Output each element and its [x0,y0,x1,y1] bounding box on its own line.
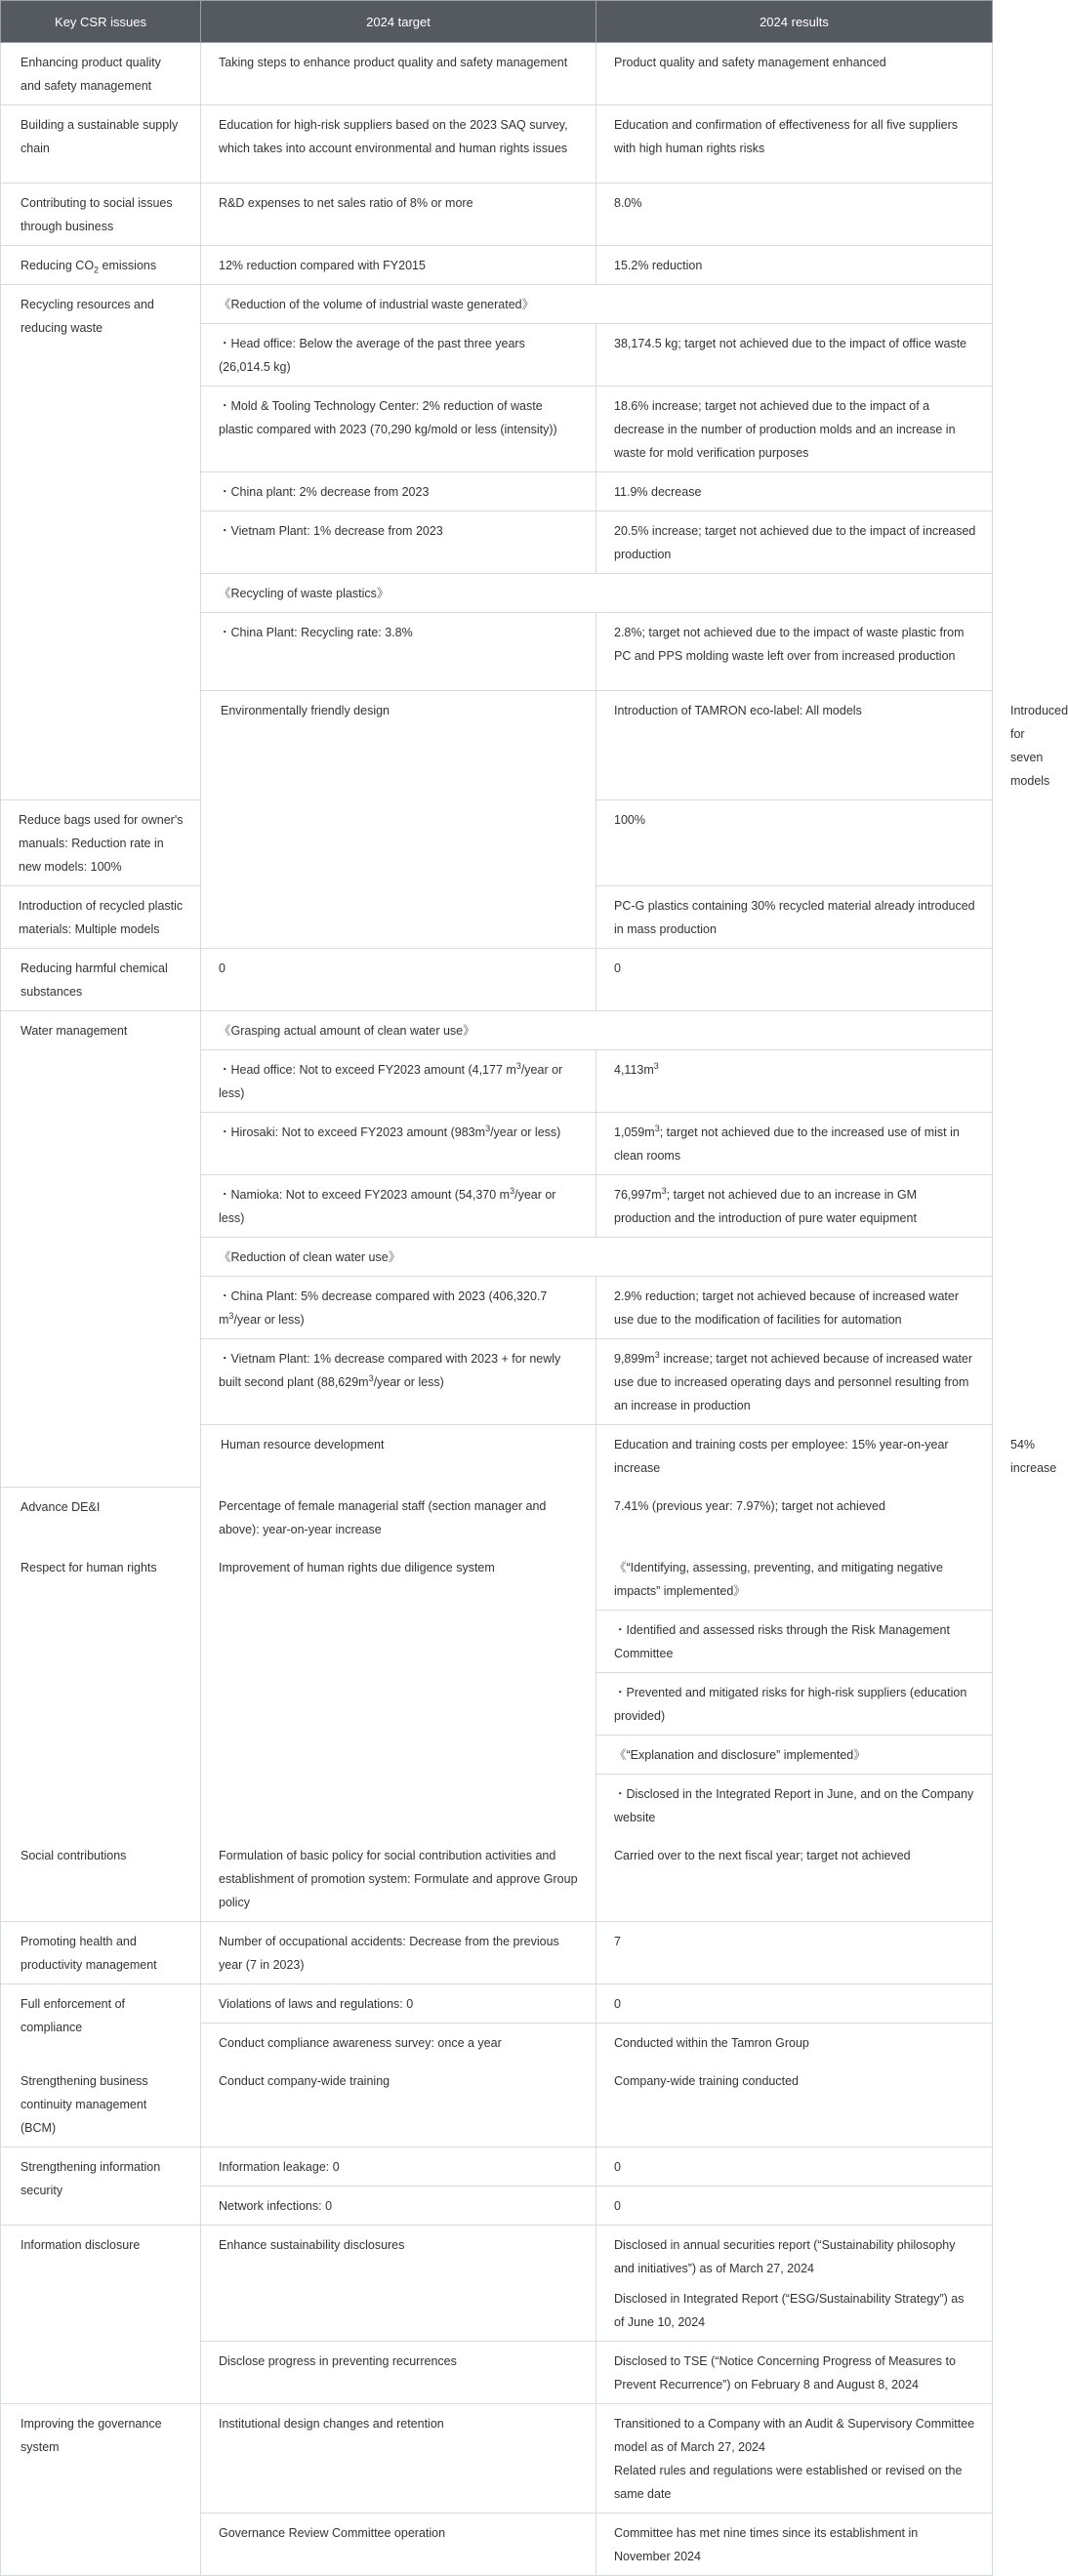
text: ・Namioka: Not to exceed FY2023 amount (54,370 m [219,1188,511,1202]
result-cell: 《“Explanation and disclosure” implemented》 [596,1736,993,1775]
text: /year or less) [233,1313,305,1327]
text: ・China Plant: 5% decrease compared with 2023 (406,320.7 m [219,1289,548,1327]
table-row [1,1011,993,1050]
target-cell [201,1175,596,1238]
result-cell: 2.8%; target not achieved due to the impact of waste plastic from PC and PPS molding waste left over from increased production [596,613,993,691]
target-cell: Improvement of human rights due diligence system [201,1548,596,1836]
target-cell: Network infections: 0 [201,2187,596,2226]
issue-cell: Social contributions [1,1836,201,1922]
result-paragraph: Related rules and regulations were established or revised on the same date [614,2464,963,2501]
result-cell [596,1175,993,1238]
text: ・Head office: Not to exceed FY2023 amount (4,177 m [219,1063,516,1077]
table-row [1,1984,993,2024]
superscript: 3 [485,1123,491,1133]
section-heading: 《Recycling of waste plastics》 [201,574,993,613]
result-cell: 7 [596,1922,993,1984]
text: ; target not achieved due to the increased use of mist in clean rooms [614,1125,960,1163]
result-cell: 100% [596,800,993,886]
text: 76,997m [614,1188,662,1202]
issue-cell: Reducing harmful chemical substances [1,949,201,1011]
target-cell: Enhance sustainability disclosures [201,2226,596,2342]
issue-cell: Promoting health and productivity management [1,1922,201,1984]
result-cell: PC-G plastics containing 30% recycled material already introduced in mass production [596,886,993,949]
superscript: 3 [228,1310,234,1321]
result-cell [596,1113,993,1175]
target-cell: Education and training costs per employee: 15% year-on-year increase [596,1425,993,1488]
result-cell: Product quality and safety management enhanced [596,43,993,105]
result-paragraph: Transitioned to a Company with an Audit & Supervisory Committee model as of March 27, 2024 [614,2417,975,2454]
target-cell: Education for high-risk suppliers based on the 2023 SAQ survey, which takes into account environmental and human rights issues [201,105,596,184]
superscript: 3 [368,1372,374,1383]
result-paragraph: Disclosed in annual securities report (“Sustainability philosophy and initiatives”) as of March 27, 2024 [614,2238,956,2275]
result-cell: 0 [596,2147,993,2187]
issue-cell: Advance DE&I [1,1487,201,1548]
table-row [1,285,993,324]
target-cell: R&D expenses to net sales ratio of 8% or more [201,184,596,246]
issue-text: emissions [99,259,157,272]
table-row: Human resource development Education and training costs per employee: 15% year-on-year increase 54% increase [1,1425,993,1488]
result-cell: Company-wide training conducted [596,2062,993,2147]
result-cell: 0 [596,949,993,1011]
issue-cell [1,246,201,285]
target-cell: ・Head office: Below the average of the past three years (26,014.5 kg) [201,324,596,387]
superscript: 3 [654,1123,660,1133]
target-cell: Taking steps to enhance product quality and safety management [201,43,596,105]
table-row [1,2062,993,2147]
table-row [1,1922,993,1984]
result-cell: 20.5% increase; target not achieved due to the impact of increased production [596,511,993,574]
target-cell: 12% reduction compared with FY2015 [201,246,596,285]
superscript: 3 [654,1349,660,1360]
target-cell: Number of occupational accidents: Decrease from the previous year (7 in 2023) [201,1922,596,1984]
table-row [1,184,993,246]
target-cell: 0 [201,949,596,1011]
target-cell [201,1113,596,1175]
result-cell [596,1339,993,1425]
target-cell: Percentage of female managerial staff (section manager and above): year-on-year increase [201,1487,596,1548]
target-cell: Introduction of TAMRON eco-label: All models [596,691,993,800]
table-row [1,43,993,105]
target-cell: Violations of laws and regulations: 0 [201,1984,596,2024]
text: ・Vietnam Plant: 1% decrease compared with 2023 + for newly built second plant (88,629m [219,1352,561,1389]
result-cell: Conducted within the Tamron Group [596,2024,993,2063]
target-cell: ・Vietnam Plant: 1% decrease from 2023 [201,511,596,574]
issue-cell: Building a sustainable supply chain [1,105,201,184]
result-cell [596,2404,993,2514]
issue-cell: Strengthening business continuity management (BCM) [1,2062,201,2147]
section-heading: 《Reduction of the volume of industrial waste generated》 [201,285,993,324]
table-row [1,2147,993,2187]
text: 9,899m [614,1352,655,1366]
superscript: 3 [510,1185,515,1196]
table-row [1,246,993,285]
target-cell: Institutional design changes and retention [201,2404,596,2514]
result-cell: Carried over to the next fiscal year; target not achieved [596,1836,993,1922]
superscript: 3 [661,1185,667,1196]
result-cell: 《“Identifying, assessing, preventing, and mitigating negative impacts” implemented》 [596,1548,993,1611]
text: ; target not achieved due to an increase in GM production and the introduction of pure water equipment [614,1188,918,1225]
text: 1,059m [614,1125,655,1139]
table-row: Environmentally friendly design Introduction of TAMRON eco-label: All models Introduced for seven models [1,691,993,800]
result-cell [596,2226,993,2342]
target-cell [201,1339,596,1425]
section-heading: 《Reduction of clean water use》 [201,1238,993,1277]
issue-cell: Respect for human rights [1,1548,201,1836]
result-cell: 8.0% [596,184,993,246]
issue-cell: Recycling resources and reducing waste [1,285,201,800]
result-cell: 0 [596,2187,993,2226]
result-cell: 0 [596,1984,993,2024]
target-cell: Disclose progress in preventing recurrences [201,2342,596,2404]
superscript: 3 [515,1060,521,1071]
result-cell: 18.6% increase; target not achieved due to the impact of a decrease in the number of production molds and an increase in waste for mold verification purposes [596,387,993,472]
header-2024-results: 2024 results [596,1,993,43]
issue-cell: Information disclosure [1,2226,201,2404]
text: /year or less) [219,1063,563,1100]
result-cell: 38,174.5 kg; target not achieved due to the impact of office waste [596,324,993,387]
text: /year or less) [219,1188,556,1225]
target-cell: Introduction of recycled plastic materials: Multiple models [1,886,201,949]
result-cell: 2.9% reduction; target not achieved because of increased water use due to the modification of facilities for automation [596,1277,993,1339]
table-row [1,105,993,184]
result-cell: 11.9% decrease [596,472,993,511]
result-cell: 7.41% (previous year: 7.97%); target not achieved [596,1487,993,1548]
table-row [1,949,993,1011]
text: /year or less) [373,1375,444,1389]
issue-cell: Contributing to social issues through business [1,184,201,246]
issue-cell: Water management [1,1011,201,1488]
issue-cell: Strengthening information security [1,2147,201,2226]
table-row [1,1548,993,1611]
text: ・Hirosaki: Not to exceed FY2023 amount (983m [219,1125,486,1139]
target-cell: Reduce bags used for owner's manuals: Reduction rate in new models: 100% [1,800,201,886]
target-cell: Conduct compliance awareness survey: once a year [201,2024,596,2063]
superscript: 3 [653,1060,659,1071]
result-cell: Committee has met nine times since its establishment in November 2024 [596,2514,993,2576]
target-cell: ・China Plant: Recycling rate: 3.8% [201,613,596,691]
issue-cell: Human resource development [201,1425,596,1488]
issue-text: Reducing CO [21,259,95,272]
target-cell: ・Mold & Tooling Technology Center: 2% reduction of waste plastic compared with 2023 (70,290 kg/mold or less (intensity)) [201,387,596,472]
issue-cell: Full enforcement of compliance [1,1984,201,2063]
subscript: 2 [94,265,100,275]
result-cell: Education and confirmation of effectiveness for all five suppliers with high human rights risks [596,105,993,184]
issue-cell: Enhancing product quality and safety management [1,43,201,105]
table-row [1,2404,993,2514]
header-2024-target: 2024 target [201,1,596,43]
target-cell: Conduct company-wide training [201,2062,596,2147]
table-row [1,1836,993,1922]
result-cell: ・Identified and assessed risks through the Risk Management Committee [596,1611,993,1673]
table-header-row [1,1,993,43]
text: increase; target not achieved because of increased water use due to increased operating days and personnel resulting from an increase in production [614,1352,973,1412]
issue-cell: Improving the governance system [1,2404,201,2576]
table-row [1,1487,993,1548]
result-cell [596,1050,993,1113]
table-row [1,2226,993,2342]
target-cell [201,1277,596,1339]
text: /year or less) [490,1125,561,1139]
target-cell: ・China plant: 2% decrease from 2023 [201,472,596,511]
issue-cell: Environmentally friendly design [201,691,596,949]
result-cell: 15.2% reduction [596,246,993,285]
target-cell: Information leakage: 0 [201,2147,596,2187]
target-cell: Formulation of basic policy for social contribution activities and establishment of promotion system: Formulate and approve Group policy [201,1836,596,1922]
header-key-csr-issues: Key CSR issues [1,1,201,43]
result-paragraph: Disclosed in Integrated Report (“ESG/Sustainability Strategy”) as of June 10, 2024 [614,2292,965,2329]
target-cell: Governance Review Committee operation [201,2514,596,2576]
result-cell: ・Prevented and mitigated risks for high-risk suppliers (education provided) [596,1673,993,1736]
result-cell: ・Disclosed in the Integrated Report in June, and on the Company website [596,1775,993,1837]
result-cell: Disclosed to TSE (“Notice Concerning Progress of Measures to Prevent Recurrence”) on February 8 and August 8, 2024 [596,2342,993,2404]
text: 4,113m [614,1063,654,1077]
section-heading: 《Grasping actual amount of clean water use》 [201,1011,993,1050]
target-cell [201,1050,596,1113]
